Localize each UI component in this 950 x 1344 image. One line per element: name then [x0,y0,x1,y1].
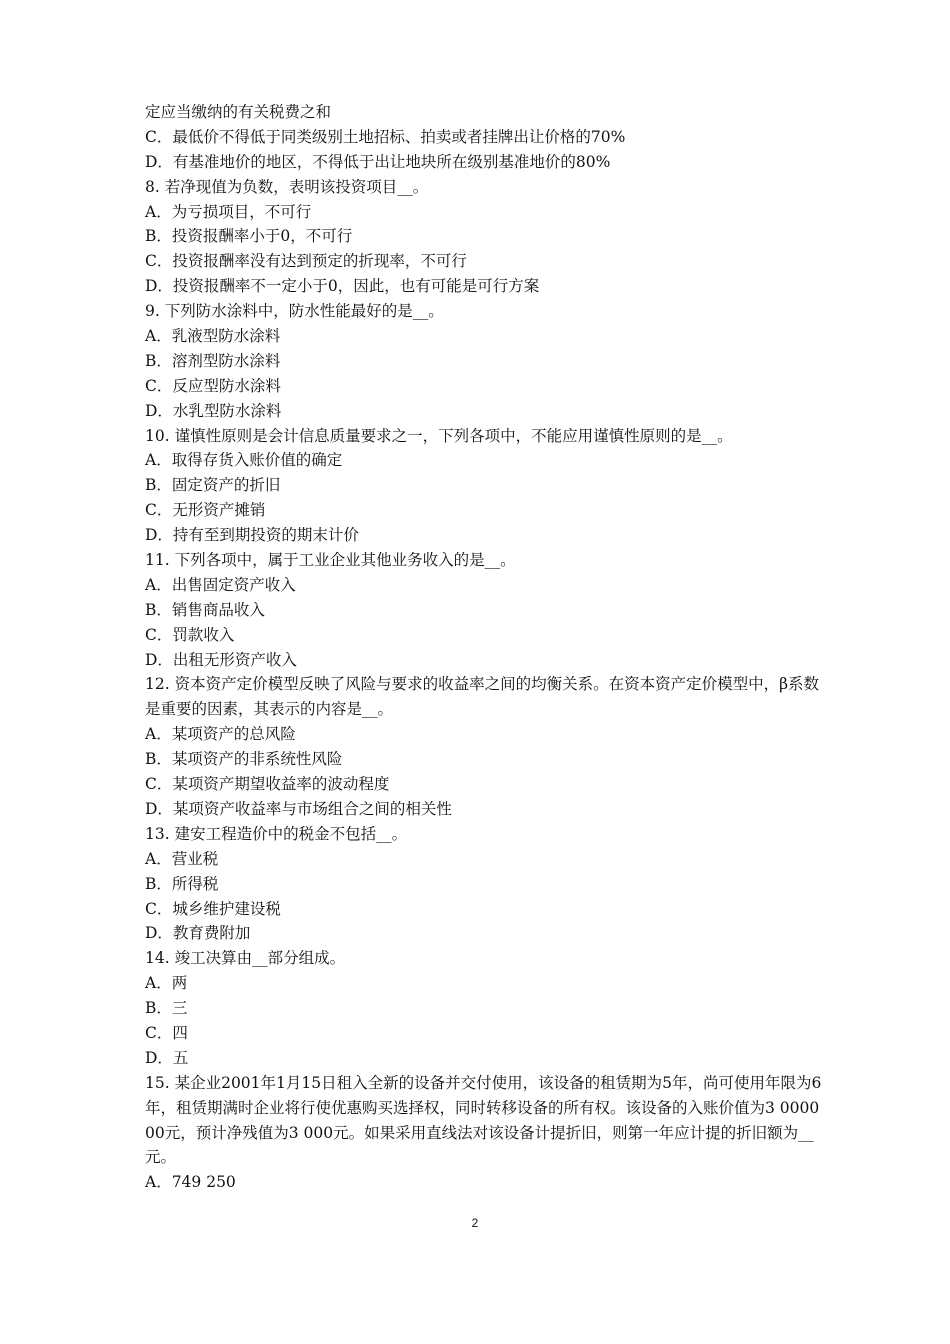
text-line: 12. 资本资产定价模型反映了风险与要求的收益率之间的均衡关系。在资本资产定价模型中，β系数是重要的因素，其表示的内容是__。 [145,675,820,719]
text-line: 定应当缴纳的有关税费之和 [145,103,332,121]
text-line: C．反应型防水涂料 [145,376,281,395]
text-line: B．固定资产的折旧 [145,476,281,495]
text-line: C．投资报酬率没有达到预定的折现率，不可行 [145,252,467,271]
text-line: A．乳液型防水涂料 [145,327,281,346]
text-line: D．教育费附加 [145,924,251,943]
text-line: D．五 [145,1048,189,1067]
text-line: D．出租无形资产收入 [145,650,297,669]
text-line: A．为亏损项目，不可行 [145,202,312,221]
text-line: B．三 [145,999,188,1018]
text-line: 9. 下列防水涂料中，防水性能最好的是__。 [145,302,444,321]
text-line: D．水乳型防水涂料 [145,401,282,420]
text-line: B．溶剂型防水涂料 [145,351,281,370]
page-number: 2 [471,1216,479,1230]
text-line: 10. 谨慎性原则是会计信息质量要求之一，下列各项中，不能应用谨慎性原则的是__。 [145,426,733,445]
text-line: B．销售商品收入 [145,600,265,619]
text-line: C．某项资产期望收益率的波动程度 [145,775,390,794]
text-line: 14. 竣工决算由__部分组成。 [145,949,346,968]
text-line: A．两 [145,974,188,993]
text-line: 13. 建安工程造价中的税金不包括__。 [145,824,408,843]
text-line: A．取得存货入账价值的确定 [145,451,343,470]
text-line: B．投资报酬率小于0，不可行 [145,227,353,246]
text-line: C．罚款收入 [145,625,235,644]
text-line: C．无形资产摊销 [145,501,266,520]
text-line: A．营业税 [145,849,219,868]
text-line: C．最低价不得低于同类级别土地招标、拍卖或者挂牌出让价格的70% [145,127,626,146]
text-line: 15. 某企业2001年1月15日租入全新的设备并交付使用，该设备的租赁期为5年，尚可使用年限为6年，租赁期满时企业将行使优惠购买选择权，同时转移设备的所有权。该设备的入账价值为3 000000元，预计净残值为3 000元。如果采用直线法对该设备计提折旧，则第一年应计提的折旧额为__元。 [145,1073,822,1167]
text-line: C．城乡维护建设税 [145,899,281,918]
text-line: D．投资报酬率不一定小于0，因此，也有可能是可行方案 [145,277,540,296]
text-line: A．出售固定资产收入 [145,575,296,594]
text-line: C．四 [145,1023,188,1042]
text-line: D．某项资产收益率与市场组合之间的相关性 [145,799,452,818]
text-line: 8. 若净现值为负数，表明该投资项目__。 [145,177,429,196]
text-line: D．有基准地价的地区，不得低于出让地块所在级别基准地价的80% [145,152,611,171]
text-line: B．某项资产的非系统性风险 [145,750,343,769]
text-line: A．某项资产的总风险 [145,725,296,744]
text-line: 11. 下列各项中，属于工业企业其他业务收入的是__。 [145,551,516,570]
text-line: B．所得税 [145,874,219,893]
text-line: A．749 250 [145,1173,236,1192]
page-content [145,100,825,1195]
text-line: D．持有至到期投资的期末计价 [145,526,359,545]
